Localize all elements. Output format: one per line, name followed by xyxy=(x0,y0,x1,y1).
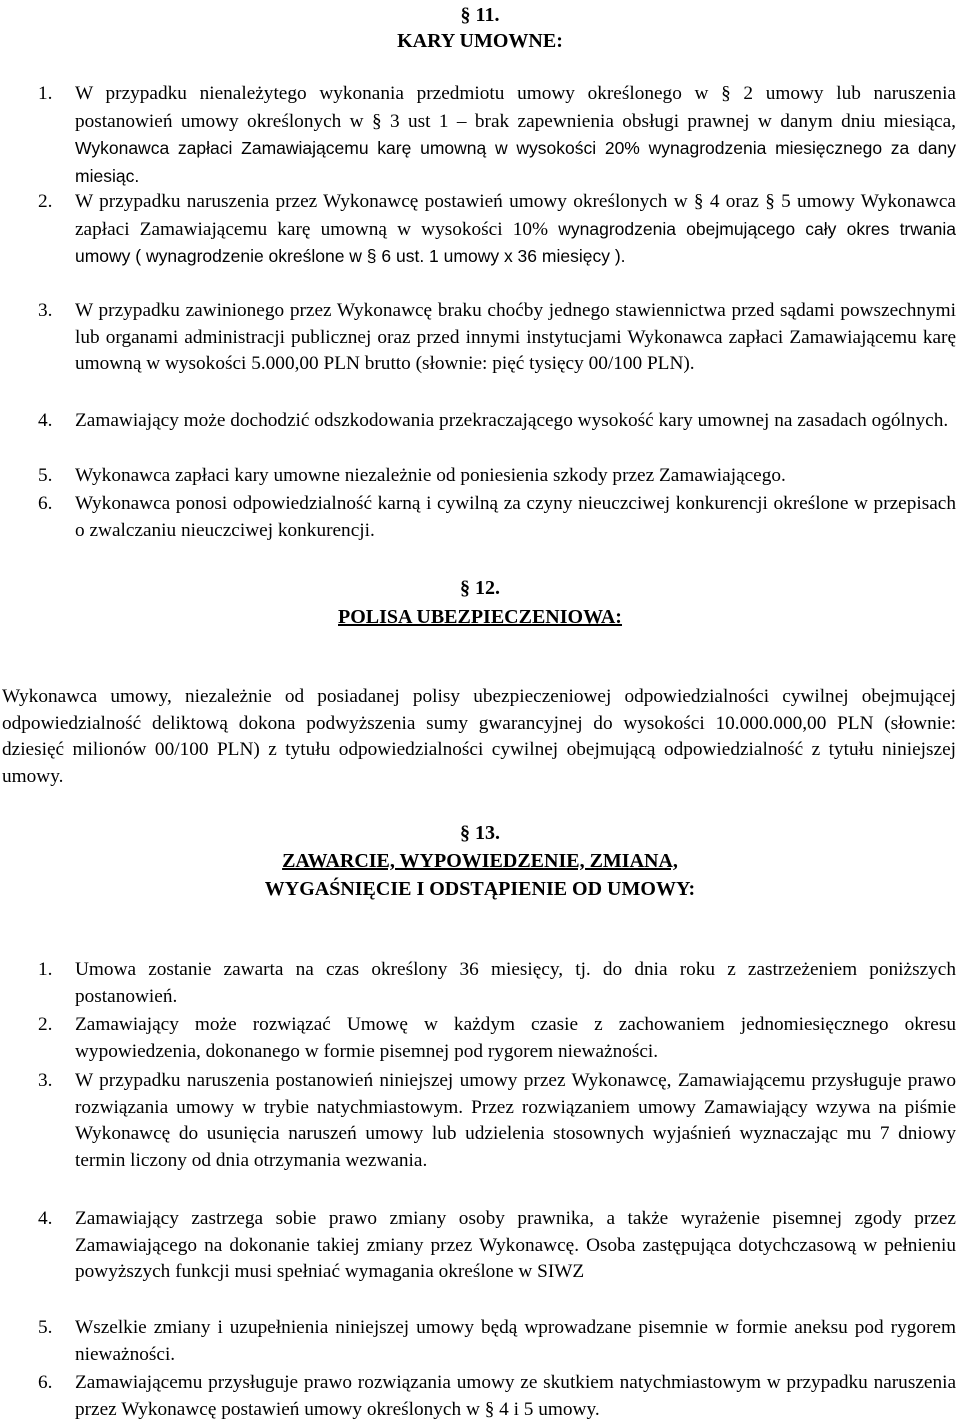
item-text: Zamawiający może rozwiązać Umowę w każdym czasie z zachowaniem jednomiesięcznego okresu wypowiedzenia, dokonanego w formie pisemnej pod rygorem nieważności. xyxy=(75,1014,956,1062)
item-number: 1. xyxy=(38,959,53,980)
section-13-title-line1: ZAWARCIE, WYPOWIEDZENIE, ZMIANA, xyxy=(282,850,678,872)
item-number: 5. xyxy=(38,1317,53,1338)
item-number: 5. xyxy=(38,465,53,486)
list-item xyxy=(38,81,956,190)
list-item xyxy=(38,1012,956,1065)
item-number: 3. xyxy=(38,1070,53,1091)
item-text: W przypadku zawinionego przez Wykonawcę braku choćby jednego stawiennictwa przed sądami powszechnymi lub organami administracji publicznej oraz przed innymi instytucjami Wykonawca zapłaci Zamawiającemu karę umowną w wysokości 5.000,00 PLN brutto (słownie: pięć tysięcy 00/100 PLN). xyxy=(75,300,956,374)
item-text: Zamawiającemu przysługuje prawo rozwiązania umowy ze skutkiem natychmiastowym w przypadku naruszenia przez Wykonawcę postawień umowy określonych w § 4 i 5 umowy. xyxy=(75,1372,956,1420)
item-number: 2. xyxy=(38,1014,53,1035)
list-item xyxy=(38,189,956,271)
item-text-continuation: wynagrodzenia obejmującego cały okres trwania umowy ( wynagrodzenie określone w § 6 ust. 1 umowy x 36 miesięcy ). xyxy=(75,218,956,266)
item-text: Wykonawca ponosi odpowiedzialność karną i cywilną za czyny nieuczciwej konkurencji określone w przepisach o zwalczaniu nieuczciwej konkurencji. xyxy=(75,493,956,541)
section-12-title: POLISA UBEZPIECZENIOWA: xyxy=(338,606,622,628)
item-text: W przypadku naruszenia postanowień niniejszej umowy przez Wykonawcę, Zamawiającemu przysługuje prawo rozwiązania umowy w trybie natychmiastowym. Przez rozwiązaniem umowy Zamawiający wzywa na piśmie Wykonawcę do usunięcia naruszeń umowy lub udzielenia stosownych wyjaśnień wyznaczając mu 7 dniowy termin liczony od dnia otrzymania wezwania. xyxy=(75,1070,956,1171)
item-text: Zamawiający zastrzega sobie prawo zmiany osoby prawnika, a także wyrażenie pisemnej zgody przez Zamawiającego na dokonanie takiej zmiany przez Wykonawcę. Osoba zastępująca dotychczasową w pełnieniu powyższych funkcji musi spełniać wymagania określone w SIWZ xyxy=(75,1208,956,1282)
item-text: Zamawiający może dochodzić odszkodowania przekraczającego wysokość kary umownej na zasadach ogólnych. xyxy=(75,410,949,431)
list-item xyxy=(38,1206,956,1286)
item-number: 6. xyxy=(38,1372,53,1393)
section-12-paragraph: Wykonawca umowy, niezależnie od posiadanej polisy ubezpieczeniowej odpowiedzialności cywilnej obejmującej odpowiedzialność deliktową dokona podwyższenia sumy gwarancyjnej do wysokości 10.000.000,00 PLN (słownie: dziesięć milionów 00/100 PLN) z tytułu odpowiedzialności cywilnej obejmującą odpowiedzialność z tytułu niniejszej umowy. xyxy=(2,686,956,787)
item-text: Wszelkie zmiany i uzupełnienia niniejszej umowy będą wprowadzane pisemnie w formie aneksu pod rygorem nieważności. xyxy=(75,1317,956,1365)
section-11-number: § 11. xyxy=(460,4,500,26)
list-item xyxy=(38,1068,956,1174)
list-item xyxy=(38,1370,956,1423)
item-text: W przypadku nienależytego wykonania przedmiotu umowy określonego w § 2 umowy lub naruszenia postanowień umowy określonych w § 3 ust 1 – brak zapewnienia obsługi prawnej w danym dniu miesiąca, xyxy=(75,83,956,132)
list-item xyxy=(38,491,956,544)
item-number: 3. xyxy=(38,300,53,321)
list-item xyxy=(38,1315,956,1368)
section-13-title-line2: WYGAŚNIĘCIE I ODSTĄPIENIE OD UMOWY: xyxy=(264,878,696,900)
list-item xyxy=(38,957,956,1010)
item-text: Umowa zostanie zawarta na czas określony 36 miesięcy, tj. do dnia roku z zastrzeżeniem poniższych postanowień. xyxy=(75,959,956,1007)
item-number: 4. xyxy=(38,410,53,431)
list-item xyxy=(38,408,956,435)
item-number: 2. xyxy=(38,191,53,212)
list-item xyxy=(38,463,956,490)
item-number: 6. xyxy=(38,493,53,514)
section-13-number: § 13. xyxy=(460,822,500,844)
section-11-title: KARY UMOWNE: xyxy=(397,30,563,52)
item-text: W przypadku naruszenia przez Wykonawcę postawień umowy określonych w § 4 oraz § 5 umowy Wykonawca zapłaci Zamawiającemu karę umowną w wysokości 10% xyxy=(75,191,956,240)
section-12-number: § 12. xyxy=(460,577,500,599)
item-number: 4. xyxy=(38,1208,53,1229)
list-item xyxy=(38,298,956,378)
item-text: Wykonawca zapłaci kary umowne niezależnie od poniesienia szkody przez Zamawiającego. xyxy=(75,465,786,486)
item-number: 1. xyxy=(38,83,53,104)
item-text-continuation: Wykonawca zapłaci Zamawiającemu karę umowną w wysokości 20% wynagrodzenia miesięcznego za dany miesiąc. xyxy=(75,138,956,186)
